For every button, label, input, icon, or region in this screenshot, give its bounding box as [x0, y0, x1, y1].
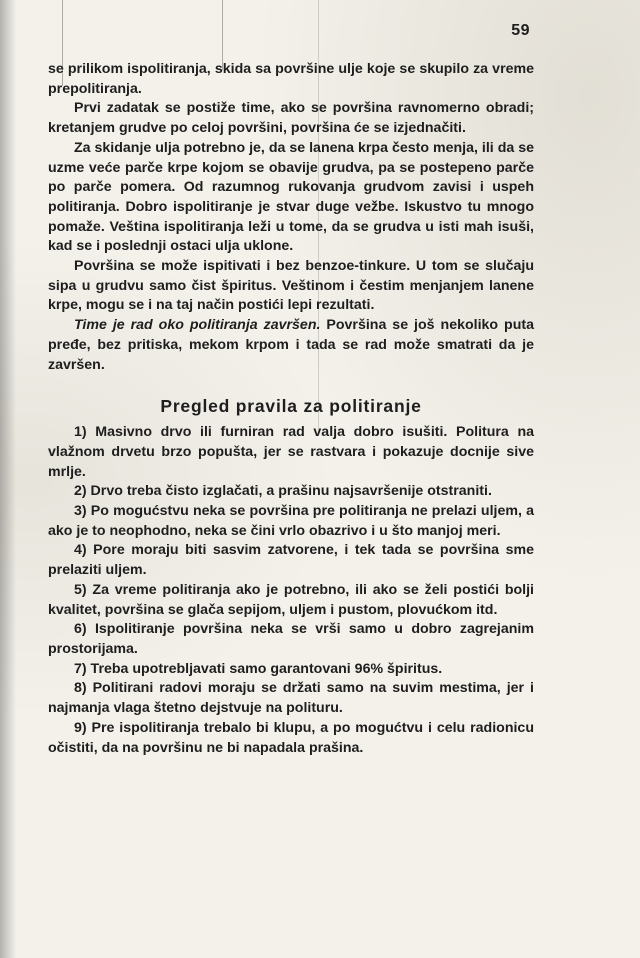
italic-lead-sentence: Time je rad oko politiranja završen. [74, 317, 321, 334]
rule-item: 7) Treba upotrebljavati samo garantovani 96% špiritus. [74, 660, 443, 677]
scan-shadow-edge [0, 0, 16, 958]
rule-item: 4) Pore moraju biti sasvim zatvorene, i tek tada se površina sme prelaziti uljem. [48, 542, 534, 579]
page-number: 59 [511, 22, 530, 39]
paragraph: se prilikom ispolitiranja, skida sa površine ulje koje se skupilo za vreme prepolitiranja. [48, 61, 534, 97]
paragraph: Prvi zadatak se postiže time, ako se površina ravnomerno obradi; kretanjem grudve po celoj površini, površina će se izjednačiti. [48, 100, 534, 137]
paragraph: Površina se može ispitivati i bez benzoe-tinkure. U tom se slučaju sipa u grudvu samo čist špiritus. Veštinom i čestim menjanjem lanene krpe, mogu se i na taj način postići lepi rezultati. [48, 258, 534, 314]
page-body [48, 60, 534, 758]
paragraph-rest: Površina se još nekoliko puta pređe, bez pritiska, mekom krpom i tada se rad može smatrati da je završen. [48, 317, 535, 373]
section-heading: Pregled pravila za politiranje [160, 396, 422, 417]
rule-item: 2) Drvo treba čisto izglačati, a prašinu najsavršenije otstraniti. [74, 483, 492, 500]
rule-item: 1) Masivno drvo ili furniran rad valja dobro isušiti. Politura na vlažnom drvetu brzo popušta, jer se rastvara i pokazuje docnije sive mrlje. [48, 424, 534, 480]
paragraph: Za skidanje ulja potrebno je, da se lanena krpa često menja, ili da se uzme veće parče krpe kojom se obavije grudva, pa se postepeno parče po parče pomera. Od razumnog rukovanja grudvom zavisi i uspeh politiranja. Dobro ispolitiranje je stvar duge vežbe. Iskustvo tu mnogo pomaže. Veština ispolitiranja leži u tome, da se grudva u isti mah isuši, kad se i poslednji ostaci ulja uklone. [48, 139, 534, 255]
rule-item: 8) Politirani radovi moraju se držati samo na suvim mestima, jer i najmanja vlaga štetno dejstvuje na polituru. [48, 680, 534, 717]
rule-item: 5) Za vreme politiranja ako je potrebno, ili ako se želi postići bolji kvalitet, površina se glača sepijom, uljem i pustom, plovućkom itd. [48, 581, 534, 618]
rule-item: 3) Po mogućstvu neka se površina pre politiranja ne prelazi uljem, a ako je to neophodno, neka se čini vrlo obazrivo i u što manjoj meri. [48, 503, 534, 539]
rule-item: 9) Pre ispolitiranja trebalo bi klupu, a po mogućtvu i celu radionicu očistiti, da na površinu ne bi napadala prašina. [48, 719, 534, 756]
rule-item: 6) Ispolitiranje površina neka se vrši samo u dobro zagrejanim prostorijama. [48, 621, 534, 657]
paragraph [48, 316, 534, 375]
